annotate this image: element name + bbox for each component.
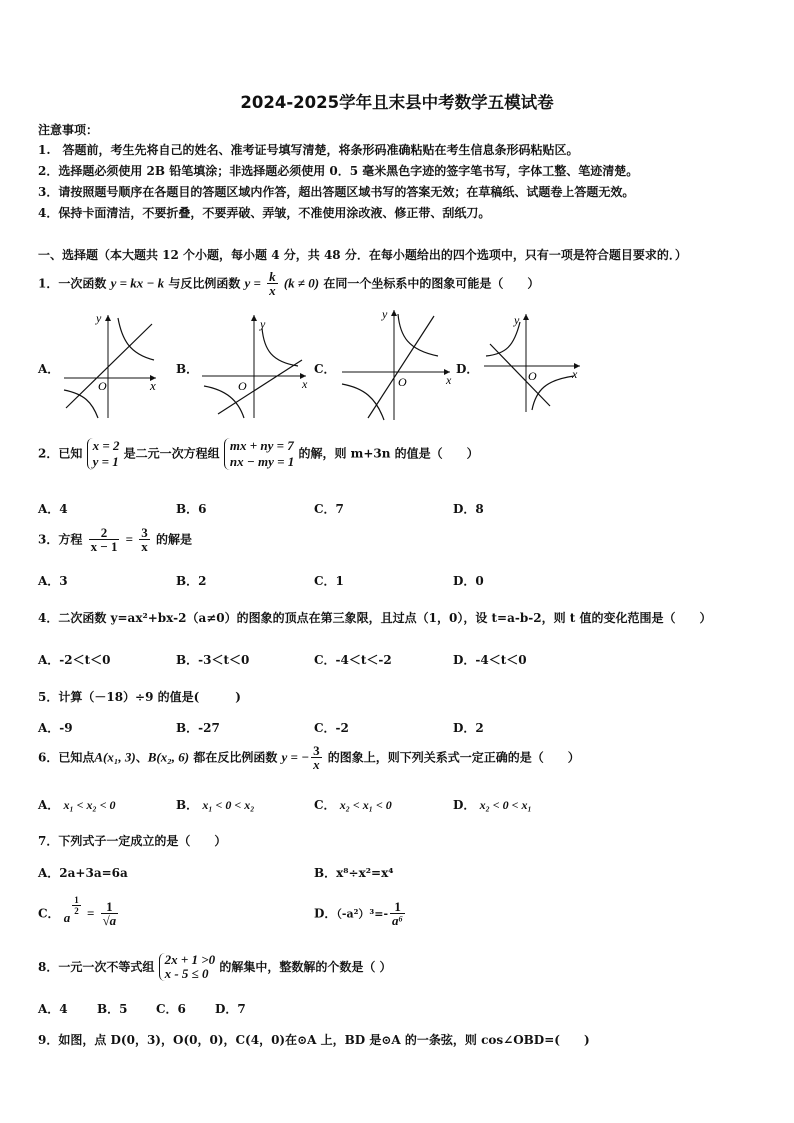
q2-pre: 已知 [58, 446, 83, 461]
q6-option-d-expr: x₂ < 0 < x₁ [479, 798, 532, 812]
q7-d-frac-d: a⁶ [392, 913, 404, 928]
q7-option-d [314, 900, 407, 928]
hyperbola-branch-1 [486, 322, 520, 356]
q4-option-b: B．-3＜t＜0 [176, 653, 250, 667]
y-arrow [391, 310, 397, 316]
q1-graph-c [338, 306, 454, 422]
q5-option-d: D．2 [453, 721, 484, 735]
q6-frac-n: 3 [313, 743, 320, 758]
notice-item-1: 1. 答题前，考生先将自己的姓名、准考证号填写清楚，将条形码准确粘贴在考生信息条形码粘贴区。 [38, 143, 579, 157]
section-heading: 一、选择题（本大题共 12 个小题，每小题 4 分，共 48 分．在每小题给出的四个选项中，只有一项是符合题目要求的．） [38, 248, 687, 262]
q6-option-a-label: A． [38, 798, 60, 812]
q6-mid: 都在反比例函数 [193, 750, 278, 765]
q3-f1-d: x − 1 [90, 539, 118, 554]
q8-option-d: D．7 [215, 1002, 246, 1016]
question-7: 7．下列式子一定成立的是（ ） [38, 834, 227, 848]
q5-option-c: C．-2 [314, 721, 349, 735]
y-arrow [105, 315, 111, 321]
notice-heading: 注意事项： [38, 123, 99, 137]
q6-option-a-expr: x₁ < x₂ < 0 [63, 798, 116, 812]
q7-option-c-base: a [63, 909, 71, 925]
q2-sys2-eq1: mx + ny = 7 [229, 438, 294, 453]
q1-option-b-label: B． [176, 362, 199, 376]
q6-eq-y: y = − [281, 749, 310, 765]
q2-option-b: B．6 [176, 502, 207, 516]
question-8 [38, 953, 392, 982]
q7-option-c-fraction [101, 900, 119, 928]
q3-option-b: B．2 [176, 574, 207, 588]
hyperbola-branch-2 [532, 376, 574, 410]
x-label: x [572, 367, 578, 381]
q3-equals: = [125, 531, 134, 547]
x-label: x [150, 378, 156, 393]
question-3 [38, 526, 192, 554]
origin-label: O [398, 375, 407, 389]
q2-sys1-eq1: x = 2 [92, 438, 120, 453]
q6-option-b-label: B． [176, 798, 199, 812]
q6-frac-d: x [313, 757, 320, 772]
question-9: 9．如图，点 D(0，3)，O(0，0)，C(4，0)在⊙A 上，BD 是⊙A 的一条弦，则 cos∠OBD=( ) [38, 1033, 590, 1047]
origin-label: O [98, 379, 107, 393]
q3-f1-n: 2 [89, 526, 120, 540]
q8-system [159, 953, 216, 982]
q8-sys-ineq1: 2x + 1 >0 [164, 952, 216, 967]
y-arrow [523, 314, 529, 320]
question-4: 4．二次函数 y=ax²+bx-2（a≠0）的图象的顶点在第三象限，且过点（1，0），设 t=a-b-2，则 t 值的变化范围是（ ） [38, 611, 712, 625]
q7-option-c-exponent [72, 896, 81, 916]
q2-system-2 [224, 438, 294, 470]
q2-num: 2． [38, 446, 59, 461]
q3-f2-n: 3 [141, 525, 148, 540]
question-2 [38, 438, 479, 470]
q1-frac-n: k [269, 269, 276, 284]
q3-pre: 方程 [58, 532, 83, 547]
q3-option-a: A．3 [38, 574, 68, 588]
q1-option-d-label: D． [456, 362, 479, 376]
q8-option-b: B．5 [97, 1002, 128, 1016]
q7-option-a: A．2a+3a=6a [38, 866, 128, 880]
question-5: 5．计算（－18）÷9 的值是( ) [38, 690, 241, 704]
q7-d-frac-n: 1 [390, 900, 405, 914]
q1-eq2-y: y = [244, 275, 261, 291]
q3-f2-d: x [141, 539, 148, 554]
q7-option-d-label: D． [314, 906, 337, 921]
y-arrow [251, 315, 257, 321]
q2-mid: 是二元一次方程组 [123, 446, 220, 461]
q3-option-c: C．1 [314, 574, 344, 588]
line-graph [218, 360, 302, 414]
q6-option-b-expr: x₁ < 0 < x₂ [202, 798, 255, 812]
q6-option-d-label: D． [453, 798, 476, 812]
notice-item-3: 3．请按照题号顺序在各题目的答题区域内作答，超出答题区域书写的答案无效；在草稿纸、试题卷上答题无效。 [38, 185, 635, 199]
q6-post: 的图象上，则下列关系式一定正确的是（ ） [327, 750, 580, 765]
q3-fraction-2 [139, 526, 150, 554]
origin-label: O [238, 379, 247, 393]
q1-num: 1． [38, 276, 59, 291]
q7-option-b: B．x⁸÷x²=x⁴ [314, 866, 394, 880]
q2-system-1 [87, 438, 120, 470]
q1-option-c-label: C． [314, 362, 336, 376]
q1-mid: 与反比例函数 [168, 276, 241, 291]
q8-pre: 一元一次不等式组 [58, 960, 155, 974]
notice-item-4: 4．保持卡面清洁，不要折叠，不要弄破、弄皱，不准使用涂改液、修正带、刮纸刀。 [38, 206, 491, 220]
q3-fraction-1 [89, 526, 120, 554]
q7-option-d-fraction [390, 900, 405, 928]
q8-option-c: C．6 [156, 1002, 186, 1016]
q5-option-a: A．-9 [38, 721, 73, 735]
hyperbola-branch-1 [398, 314, 438, 356]
q6-sep: 、 [135, 750, 148, 765]
q1-graph-a [60, 310, 160, 420]
q7-option-c-eq: = [86, 905, 95, 921]
q6-fraction [311, 744, 322, 772]
y-label: y [382, 307, 388, 321]
page-title: 2024-2025学年且末县中考数学五模试卷 [240, 93, 554, 112]
q7-c-frac-n: 1 [101, 900, 119, 914]
hyperbola-branch-2 [64, 390, 98, 418]
question-1 [38, 270, 539, 298]
q2-option-c: C．7 [314, 502, 344, 516]
q8-option-a: A．4 [38, 1002, 68, 1016]
origin-label: O [528, 369, 537, 383]
q1-graph-d [480, 310, 584, 414]
q1-cond: (k ≠ 0) [283, 275, 320, 291]
q6-option-b [176, 796, 254, 813]
y-label: y [514, 313, 520, 327]
q6-point-a: A(x₁, 3) [94, 749, 136, 765]
q2-option-a: A．4 [38, 502, 68, 516]
q6-pre: 已知点 [58, 750, 95, 765]
q2-sys1-eq2: y = 1 [92, 454, 119, 469]
q2-option-d: D．8 [453, 502, 484, 516]
y-label: y [96, 311, 102, 325]
q7-option-c-label: C． [38, 906, 60, 921]
q4-option-c: C．-4＜t＜-2 [314, 653, 392, 667]
q1-fraction [267, 270, 278, 298]
q1-pre: 一次函数 [58, 276, 107, 291]
q6-option-a [38, 796, 116, 813]
q6-option-c-expr: x₂ < x₁ < 0 [339, 798, 392, 812]
q1-graph-b [198, 310, 310, 420]
q3-num: 3． [38, 532, 59, 547]
q4-option-d: D．-4＜t＜0 [453, 653, 527, 667]
notice-item-2: 2．选择题必须使用 2B 铅笔填涂；非选择题必须使用 0．5 毫米黑色字迹的签字笔书写，字体工整、笔迹清楚。 [38, 164, 639, 178]
q7-exp-d: 2 [74, 906, 79, 916]
question-6 [38, 744, 580, 772]
q5-option-b: B．-27 [176, 721, 220, 735]
q7-option-d-text: （-a²）³=- [336, 907, 389, 921]
q7-exp-n: 1 [74, 895, 79, 905]
q2-sys2-eq2: nx − my = 1 [229, 454, 295, 469]
q6-num: 6． [38, 750, 59, 765]
q7-c-frac-d: √a [102, 913, 117, 928]
q6-option-c [314, 796, 392, 813]
q8-post: 的解集中，整数解的个数是（ ） [219, 960, 392, 974]
q1-frac-d: x [269, 283, 276, 298]
q7-option-c [38, 895, 120, 928]
q6-point-b: B(x₂, 6) [147, 749, 190, 765]
q8-sys-ineq2: x - 5 ≤ 0 [164, 966, 209, 981]
q3-post: 的解是 [155, 532, 192, 547]
q6-option-d [453, 796, 532, 813]
x-label: x [302, 377, 308, 391]
hyperbola-branch-1 [262, 328, 298, 366]
q1-eq1: y = kx − k [110, 275, 165, 291]
q8-num: 8． [38, 960, 59, 974]
q1-option-a-label: A． [38, 362, 60, 376]
q2-post: 的解，则 m+3n 的值是（ ） [298, 446, 479, 461]
y-label: y [260, 317, 266, 331]
line-graph [368, 316, 434, 418]
q6-option-c-label: C． [314, 798, 336, 812]
q1-post: 在同一个坐标系中的图象可能是（ ） [323, 276, 540, 291]
q3-option-d: D．0 [453, 574, 484, 588]
q4-option-a: A．-2＜t＜0 [38, 653, 111, 667]
x-label: x [446, 373, 452, 387]
